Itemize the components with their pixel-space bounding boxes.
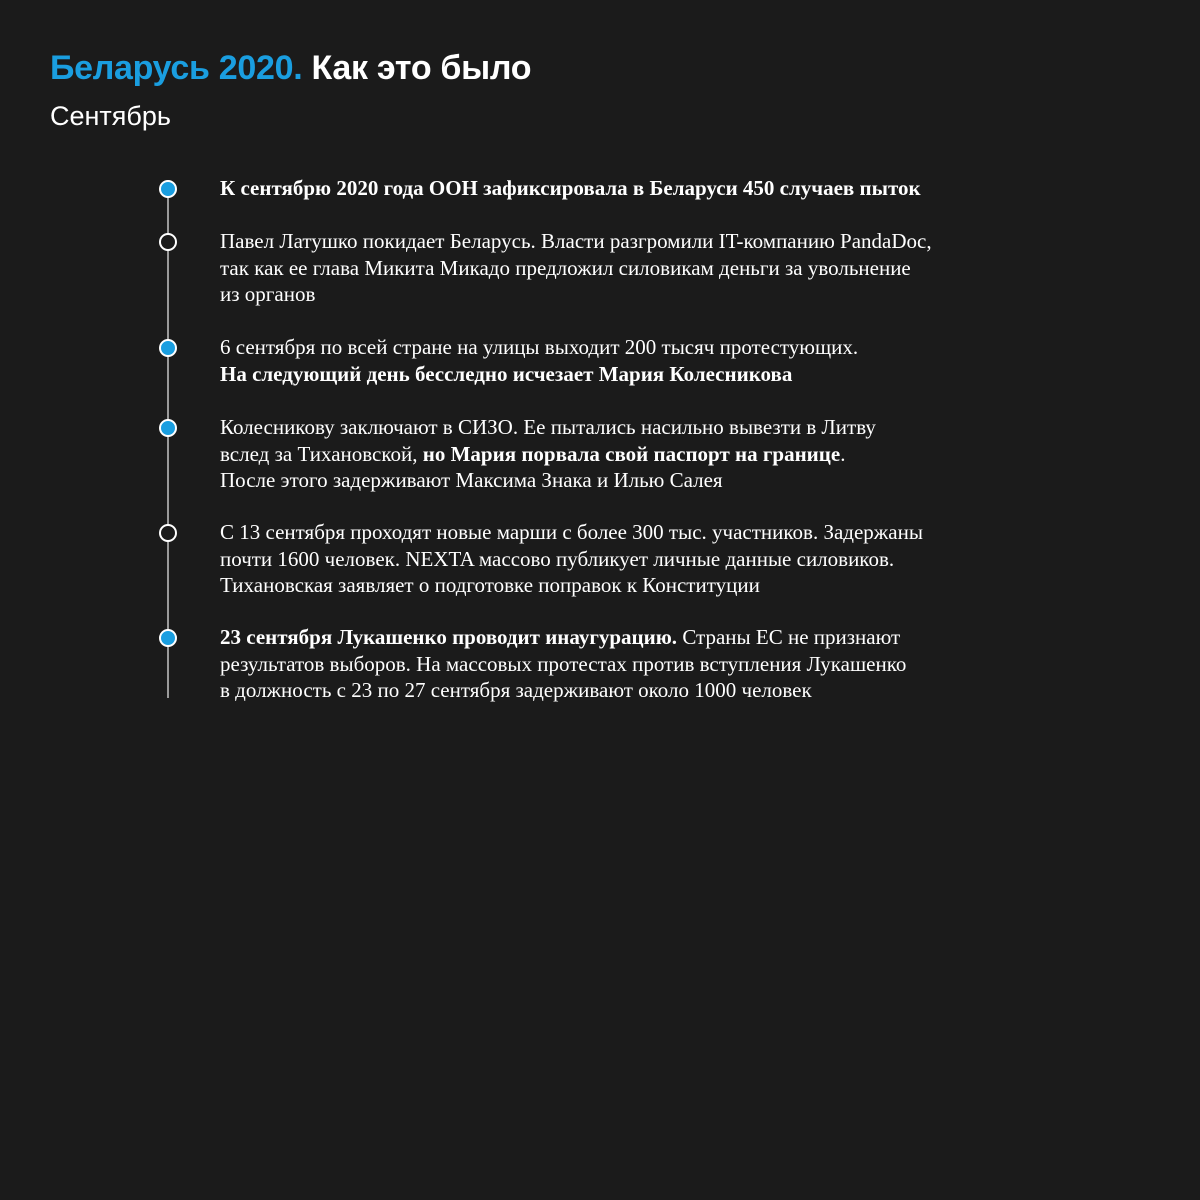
- page-title: [50, 44, 531, 92]
- event-text-run: После этого задерживают Максима Знака и Илью Салея: [220, 468, 723, 492]
- event-text: [220, 334, 1100, 387]
- event-text-bold: 23 сентября Лукашенко проводит инаугурацию.: [220, 625, 678, 649]
- title-main: Как это было: [311, 49, 532, 87]
- event-text-bold: но Мария порвала свой паспорт на границе: [422, 441, 841, 466]
- timeline-marker-icon: [159, 233, 177, 251]
- timeline-marker-icon: [159, 629, 177, 647]
- event-text-run: почти 1600 человек. NEXTA массово публикует личные данные силовиков.: [220, 546, 895, 571]
- event-text-run: так как ее глава Микита Микадо предложил силовикам деньги за увольнение: [220, 255, 911, 280]
- page-subtitle: Сентябрь: [50, 101, 171, 131]
- event-text-run: Павел Латушко покидает Беларусь. Власти разгромили IT-компанию PandaDoc,: [220, 229, 932, 253]
- event-text: [220, 228, 1100, 308]
- timeline-marker-icon: [159, 339, 177, 357]
- event-text: [220, 519, 1100, 599]
- event-text-bold: К сентябрю 2020 года ООН зафиксировала в Беларуси 450 случаев пыток: [220, 176, 921, 200]
- event-text-run: Страны ЕС не признают: [677, 625, 901, 649]
- event-text-run: 6 сентября по всей стране на улицы выходит 200 тысяч протестующих.: [220, 335, 859, 359]
- event-text-run: Колесникову заключают в СИЗО. Ее пытались насильно вывезти в Литву: [220, 415, 876, 439]
- event-text-bold: На следующий день бесследно исчезает Мария Колесникова: [220, 361, 793, 386]
- event-text-run: С 13 сентября проходят новые марши с более 300 тыс. участников. Задержаны: [220, 520, 923, 544]
- event-text-run: результатов выборов. На массовых протестах против вступления Лукашенко: [220, 651, 907, 676]
- timeline-marker-icon: [159, 419, 177, 437]
- event-text: [220, 175, 1100, 202]
- event-text-run: Тихановская заявляет о подготовке поправок к Конституции: [220, 573, 760, 597]
- event-text-run: в должность с 23 по 27 сентября задерживают около 1000 человек: [220, 678, 812, 702]
- timeline-marker-icon: [159, 524, 177, 542]
- event-text: [220, 624, 1100, 704]
- event-text-run: из органов: [220, 282, 316, 306]
- event-text-run: .: [840, 441, 846, 466]
- title-accent: Беларусь 2020.: [50, 49, 303, 87]
- timeline-marker-icon: [159, 180, 177, 198]
- timeline-line: [167, 187, 169, 698]
- event-text: [220, 414, 1100, 494]
- header: [50, 44, 531, 134]
- event-text-run: вслед за Тихановской,: [220, 441, 423, 466]
